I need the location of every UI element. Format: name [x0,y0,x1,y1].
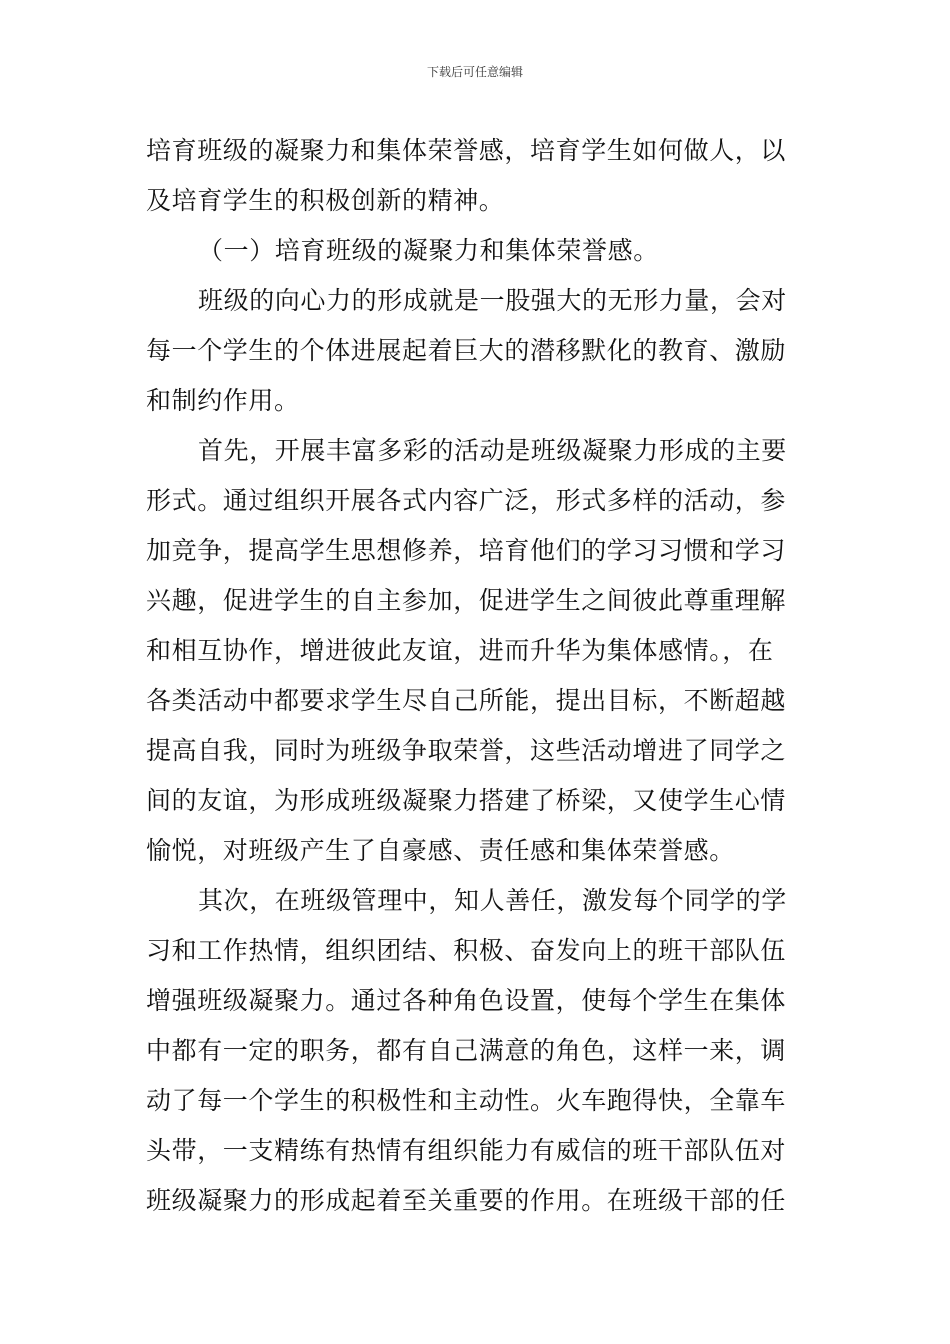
text-line: 形式。通过组织开展各式内容广泛，形式多样的活动，参 [146,486,787,515]
text-line: 每一个学生的个体进展起着巨大的潜移默化的教育、激励 [146,336,787,365]
text-line: 及培育学生的积极创新的精神。 [146,186,505,215]
text-line: 各类活动中都要求学生尽自己所能，提出目标，不断超越 [146,686,787,715]
section-heading: （一）培育班级的凝聚力和集体荣誉感。 [198,236,659,265]
text-line: 培育班级的凝聚力和集体荣誉感，培育学生如何做人，以 [146,136,787,165]
text-line: 愉悦，对班级产生了自豪感、责任感和集体荣誉感。 [146,836,735,865]
text-line: 提高自我，同时为班级争取荣誉，这些活动增进了同学之 [146,736,787,765]
text-line: 和相互协作，增进彼此友谊，进而升华为集体感情。，在 [146,636,774,665]
text-line: 增强班级凝聚力。通过各种角色设置，使每个学生在集体 [146,986,787,1015]
text-line: 其次，在班级管理中，知人善任，激发每个同学的学 [198,886,787,915]
text-line: 首先，开展丰富多彩的活动是班级凝聚力形成的主要 [198,436,787,465]
page-header: 下载后可任意编辑 [426,65,523,79]
text-line: 习和工作热情，组织团结、积极、奋发向上的班干部队伍 [146,936,787,965]
text-line: 动了每一个学生的积极性和主动性。火车跑得快，全靠车 [146,1086,787,1115]
text-line: 班级凝聚力的形成起着至关重要的作用。在班级干部的任 [146,1186,787,1215]
text-line: 中都有一定的职务，都有自己满意的角色，这样一来，调 [146,1036,787,1065]
text-line: 兴趣，促进学生的自主参加，促进学生之间彼此尊重理解 [146,586,787,615]
text-line: 班级的向心力的形成就是一股强大的无形力量，会对 [198,286,787,315]
document-body [146,126,810,1226]
text-line: 头带，一支精练有热情有组织能力有威信的班干部队伍对 [146,1136,787,1165]
text-line: 间的友谊，为形成班级凝聚力搭建了桥梁，又使学生心情 [146,786,787,815]
text-line: 和制约作用。 [146,386,300,415]
text-line: 加竞争，提高学生思想修养，培育他们的学习习惯和学习 [146,536,787,565]
